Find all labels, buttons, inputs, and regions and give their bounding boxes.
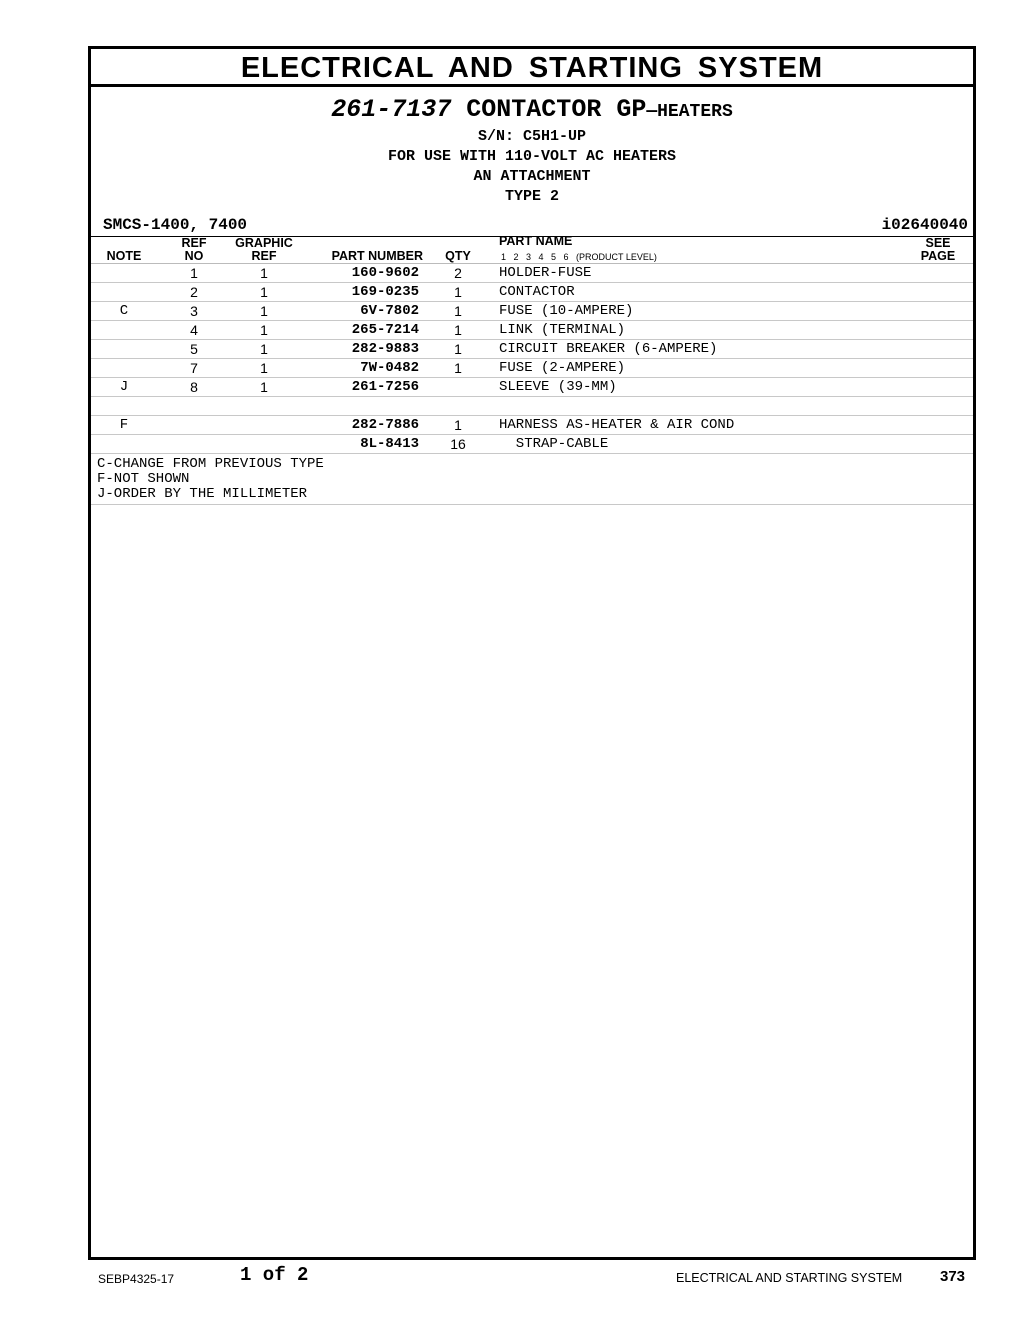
row-part-name: LINK (TERMINAL) bbox=[499, 322, 626, 338]
smcs-code: SMCS-1400, 7400 bbox=[103, 216, 248, 234]
table-row bbox=[91, 283, 973, 302]
row-graphic-ref: 1 bbox=[260, 379, 268, 395]
page-footer bbox=[0, 1262, 1020, 1292]
group-suffix: —HEATERS bbox=[646, 102, 733, 122]
table-row bbox=[91, 359, 973, 378]
header-see-top: SEE bbox=[925, 236, 951, 250]
header-part-name: PART NAME bbox=[499, 234, 573, 248]
table-row bbox=[91, 340, 973, 359]
serial-range: S/N: C5H1-UP bbox=[477, 128, 587, 145]
row-graphic-ref: 1 bbox=[260, 284, 268, 300]
footer-page-number: 373 bbox=[940, 1268, 966, 1285]
row-ref: 4 bbox=[190, 322, 198, 338]
row-part-name: SLEEVE (39-MM) bbox=[499, 379, 617, 395]
row-ref: 8 bbox=[190, 379, 198, 395]
row-part-number[interactable]: 160-9602 bbox=[351, 265, 419, 281]
row-note: F bbox=[119, 417, 129, 433]
row-part-name: FUSE (2-AMPERE) bbox=[499, 360, 626, 376]
header-qty: QTY bbox=[445, 249, 471, 263]
parts-table-body bbox=[91, 264, 973, 454]
row-part-number[interactable]: 6V-7802 bbox=[360, 303, 419, 319]
row-part-name: STRAP-CABLE bbox=[499, 436, 609, 452]
row-qty: 1 bbox=[454, 284, 462, 300]
note-line: J-ORDER BY THE MILLIMETER bbox=[97, 486, 308, 502]
header-product-levels: 1 2 3 4 5 6 (PRODUCT LEVEL) bbox=[501, 252, 657, 262]
illustration-id: i02640040 bbox=[881, 216, 968, 234]
header-see-bottom: PAGE bbox=[920, 249, 956, 263]
parts-page-frame bbox=[88, 46, 976, 1260]
row-part-number[interactable]: 282-7886 bbox=[351, 417, 419, 433]
table-row bbox=[91, 264, 973, 283]
table-row bbox=[91, 321, 973, 340]
row-graphic-ref: 1 bbox=[260, 303, 268, 319]
row-part-name: HOLDER-FUSE bbox=[499, 265, 592, 281]
row-qty: 16 bbox=[450, 436, 466, 452]
group-title bbox=[91, 93, 973, 127]
row-note: C bbox=[119, 303, 129, 319]
row-qty: 1 bbox=[454, 417, 462, 433]
header-note: NOTE bbox=[106, 249, 142, 263]
group-number: 261-7137 bbox=[331, 95, 452, 124]
row-part-number[interactable]: 169-0235 bbox=[351, 284, 419, 300]
header-ref-bottom: NO bbox=[184, 249, 204, 263]
group-name: CONTACTOR GP bbox=[466, 95, 647, 124]
row-part-name: HARNESS AS-HEATER & AIR COND bbox=[499, 417, 735, 433]
table-row bbox=[91, 435, 973, 454]
section-title: ELECTRICAL AND STARTING SYSTEM bbox=[91, 49, 973, 87]
row-ref: 3 bbox=[190, 303, 198, 319]
row-qty: 1 bbox=[454, 303, 462, 319]
header-graphic-top: GRAPHIC bbox=[235, 236, 293, 250]
row-graphic-ref: 1 bbox=[260, 265, 268, 281]
header-ref-top: REF bbox=[181, 236, 207, 250]
type-line: TYPE 2 bbox=[504, 188, 559, 205]
row-part-number[interactable]: 265-7214 bbox=[351, 322, 419, 338]
row-part-name: CONTACTOR bbox=[499, 284, 575, 300]
group-header bbox=[91, 93, 973, 207]
table-header bbox=[91, 236, 973, 264]
smcs-row bbox=[91, 212, 973, 236]
row-graphic-ref: 1 bbox=[260, 360, 268, 376]
row-note: J bbox=[119, 379, 129, 395]
note-line: F-NOT SHOWN bbox=[97, 471, 190, 487]
row-qty: 1 bbox=[454, 341, 462, 357]
row-part-name: FUSE (10-AMPERE) bbox=[499, 303, 634, 319]
note-line: C-CHANGE FROM PREVIOUS TYPE bbox=[97, 456, 324, 472]
row-graphic-ref: 1 bbox=[260, 322, 268, 338]
row-qty: 1 bbox=[454, 360, 462, 376]
notes-legend bbox=[91, 454, 973, 505]
row-part-number[interactable]: 282-9883 bbox=[351, 341, 419, 357]
row-ref: 2 bbox=[190, 284, 198, 300]
footer-page-of: 1 of 2 bbox=[240, 1264, 309, 1286]
table-row-blank bbox=[91, 397, 973, 416]
table-row bbox=[91, 416, 973, 435]
row-ref: 1 bbox=[190, 265, 198, 281]
row-ref: 7 bbox=[190, 360, 198, 376]
attachment-line: AN ATTACHMENT bbox=[473, 168, 591, 185]
table-row bbox=[91, 378, 973, 397]
header-graphic-bottom: REF bbox=[251, 249, 277, 263]
row-part-number[interactable]: 261-7256 bbox=[351, 379, 419, 395]
row-part-number[interactable]: 7W-0482 bbox=[360, 360, 419, 376]
header-part-number: PART NUMBER bbox=[331, 249, 423, 263]
row-qty: 1 bbox=[454, 322, 462, 338]
row-qty: 2 bbox=[454, 265, 462, 281]
footer-section: ELECTRICAL AND STARTING SYSTEM bbox=[676, 1271, 903, 1285]
row-ref: 5 bbox=[190, 341, 198, 357]
usage-line: FOR USE WITH 110-VOLT AC HEATERS bbox=[387, 148, 677, 165]
row-part-name: CIRCUIT BREAKER (6-AMPERE) bbox=[499, 341, 718, 357]
table-row bbox=[91, 302, 973, 321]
row-part-number[interactable]: 8L-8413 bbox=[360, 436, 419, 452]
row-graphic-ref: 1 bbox=[260, 341, 268, 357]
footer-doc-number: SEBP4325-17 bbox=[98, 1272, 175, 1286]
